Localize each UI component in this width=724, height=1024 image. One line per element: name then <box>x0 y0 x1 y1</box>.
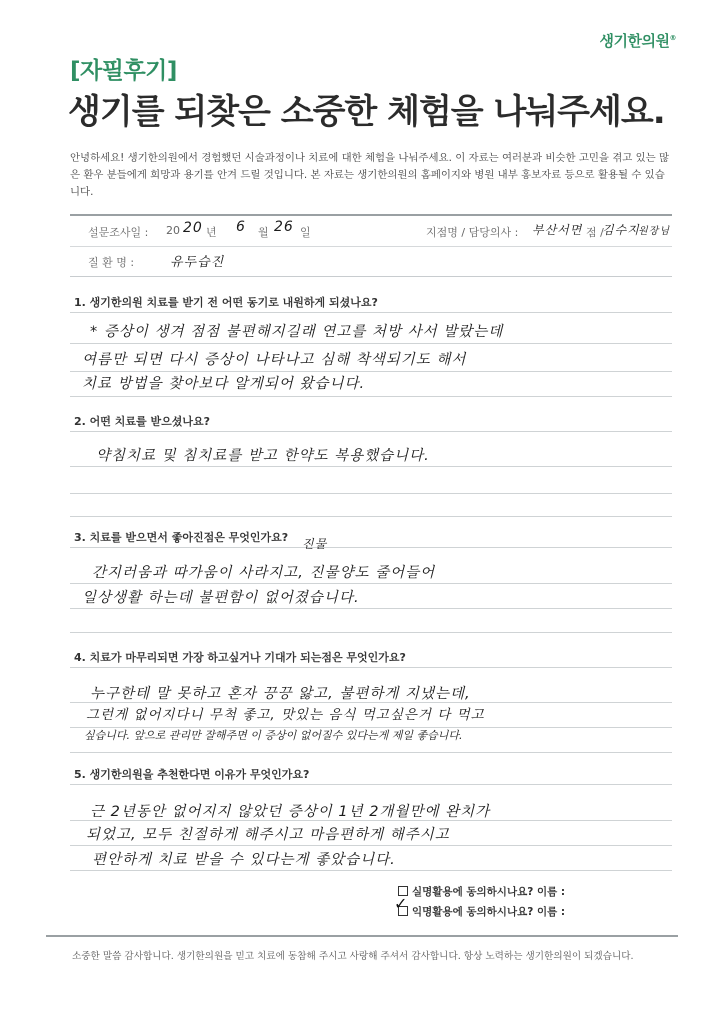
doctor-unit: 원장님 <box>638 226 670 237</box>
logo-text: 생기한의원 <box>599 32 670 50</box>
rule <box>70 870 672 871</box>
answer-4-line-1: 누구한테 말 못하고 혼자 끙끙 앓고, 불편하게 지냈는데, <box>90 686 471 702</box>
consent-anonymous[interactable] <box>398 904 565 919</box>
info-box <box>70 214 672 277</box>
year-unit: 년 <box>206 226 217 239</box>
day-unit: 일 <box>300 226 311 239</box>
consent-anonymous-label: 익명활용에 동의하시나요? 이름 : <box>412 906 566 918</box>
footer-divider <box>46 935 678 937</box>
question-2: 2. 어떤 치료를 받으셨나요? <box>74 415 210 428</box>
answer-4-line-3: 싶습니다. 앞으로 관리만 잘해주면 이 증상이 없어질수 있다는게 제일 좋습니다. <box>84 729 463 742</box>
rule <box>70 516 672 517</box>
rule <box>70 752 672 753</box>
rule <box>70 667 672 668</box>
question-1: 1. 생기한의원 치료를 받기 전 어떤 동기로 내원하게 되셨나요? <box>74 296 378 309</box>
rule <box>70 784 672 785</box>
footer-text: 소중한 말씀 감사합니다. 생기한의원을 믿고 치료에 동참해 주시고 사랑해 주셔서 감사합니다. 항상 노력하는 생기한의원이 되겠습니다. <box>72 951 634 962</box>
rule <box>70 632 672 633</box>
question-4: 4. 치료가 마무리되면 가장 하고싶거나 기대가 되는점은 무엇인가요? <box>74 651 406 664</box>
clinic-logo <box>600 30 676 51</box>
year-handwritten: 20 <box>183 220 203 236</box>
answer-2-line-1: 약침치료 및 침치료를 받고 한약도 복용했습니다. <box>96 448 430 464</box>
rule <box>70 466 672 467</box>
page-title: 생기를 되찾은 소중한 체험을 나눠주세요. <box>68 92 665 132</box>
month-handwritten: 6 <box>236 219 246 235</box>
rule <box>70 396 672 397</box>
question-5: 5. 생기한의원을 추천한다면 이유가 무엇인가요? <box>74 768 310 781</box>
branch-label: 지점명 / 담당의사 : <box>426 226 519 239</box>
rule <box>70 608 672 609</box>
answer-5-line-3: 편안하게 치료 받을 수 있다는게 좋았습니다. <box>92 852 396 868</box>
disease-handwritten: 유두습진 <box>170 255 225 270</box>
rule <box>70 845 672 846</box>
answer-1-line-1: * 증상이 생겨 점점 불편해지길래 연고를 처방 사서 발랐는데 <box>90 324 504 340</box>
branch-unit: 점 / <box>586 226 604 239</box>
year-prefix: 20 <box>166 224 180 237</box>
consent-real-name[interactable] <box>398 884 565 899</box>
branch-handwritten: 부산서면 <box>532 223 583 237</box>
answer-5-line-1: 근 2년동안 없어지지 않았던 증상이 1년 2개월만에 완치가 <box>90 804 491 820</box>
day-handwritten: 26 <box>274 219 294 235</box>
checkmark-icon: ✓ <box>394 894 408 913</box>
rule <box>70 547 672 548</box>
date-label: 설문조사일 : <box>88 226 149 239</box>
rule <box>70 583 672 584</box>
logo-mark: ® <box>669 34 676 42</box>
doctor-handwritten: 김수지 <box>602 223 640 237</box>
section-tag: [자필후기] <box>70 58 177 84</box>
info-row-date <box>70 216 672 247</box>
rule <box>70 493 672 494</box>
intro-text: 안녕하세요! 생기한의원에서 경험했던 시술과정이나 치료에 대한 체험을 나눠주세요. 이 자료는 여러분과 비슷한 고민을 겪고 있는 많은 환우 분들에게 희망과 용기를 안겨 드릴 것입니다. 본 자료는 생기한의원의 홈페이지와 병원 내부 홍보자료 등으로 활용될 수 있습니다. <box>70 152 670 198</box>
answer-1-line-3: 치료 방법을 찾아보다 알게되어 왔습니다. <box>82 376 366 392</box>
rule <box>70 431 672 432</box>
question-3: 3. 치료를 받으면서 좋아진점은 무엇인가요? <box>74 531 289 544</box>
answer-5-line-2: 되었고, 모두 친절하게 해주시고 마음편하게 해주시고 <box>86 827 450 843</box>
rule <box>70 312 672 313</box>
rule <box>70 820 672 821</box>
disease-label: 질 환 명 : <box>88 256 135 269</box>
month-unit: 월 <box>258 226 269 239</box>
answer-3-line-1: 간지러움과 따가움이 사라지고, 진물양도 줄어들어 <box>92 565 436 581</box>
rule <box>70 343 672 344</box>
answer-3-insertion: 진물 <box>302 537 328 551</box>
answer-1-line-2: 여름만 되면 다시 증상이 나타나고 심해 착색되기도 해서 <box>82 352 467 368</box>
answer-3-line-2: 일상생활 하는데 불편함이 없어졌습니다. <box>82 590 360 606</box>
consent-real-name-label: 실명활용에 동의하시나요? 이름 : <box>412 886 566 898</box>
info-row-disease <box>70 246 672 276</box>
answer-4-line-2: 그런게 없어지다니 무척 좋고, 맛있는 음식 먹고싶은거 다 먹고 <box>86 707 485 723</box>
